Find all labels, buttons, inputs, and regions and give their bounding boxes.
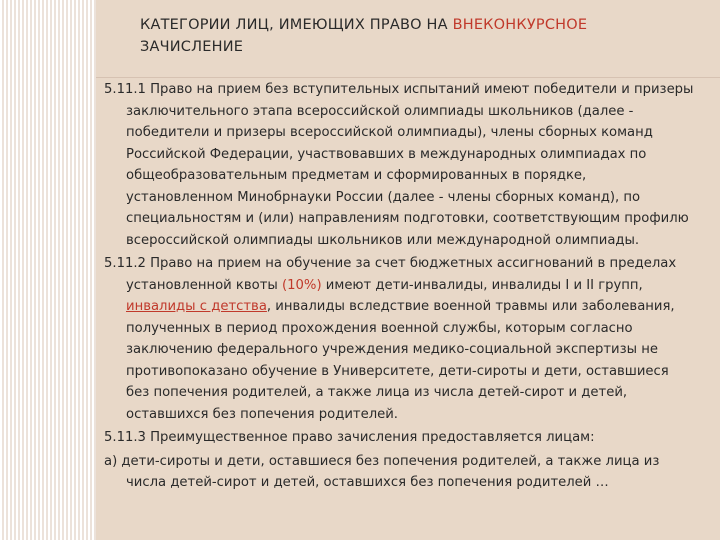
paragraph-text: , инвалиды вследствие военной травмы или заболевания, полученных в период прохождения военной службы, которым согласно заключению федерального учреждения медико-социальной экспертизы не противопоказано обучение в Университете, дети-сироты и дети, оставшиеся без попечения родителей, а также лица из числа детей-сирот и детей, оставшихся без попечения родителей. xyxy=(126,299,675,422)
paragraph-item-a xyxy=(104,451,696,494)
childhood-disabled-link[interactable]: инвалиды с детства xyxy=(126,299,267,314)
paragraph-number: 5.11.3 xyxy=(104,430,146,445)
paragraph-text: Преимущественное право зачисления предоставляется лицам: xyxy=(145,430,595,445)
paragraph-text: имеют дети-инвалиды, инвалиды I и II групп, xyxy=(321,277,643,293)
title-highlight: ВНЕКОНКУРСНОЕ xyxy=(452,17,588,33)
paragraph-5-11-3 xyxy=(104,427,696,449)
paragraph-text: Право на прием на обучение за счет бюджетных ассигнований в пределах установленной квоты xyxy=(126,256,677,293)
paragraph-5-11-1 xyxy=(104,79,696,251)
paragraph-number: 5.11.1 xyxy=(104,82,146,97)
quota-highlight: (10%) xyxy=(282,277,322,293)
slide-body xyxy=(104,79,696,496)
title-text: КАТЕГОРИИ ЛИЦ, ИМЕЮЩИХ ПРАВО НА xyxy=(140,17,453,33)
paragraph-text: Право на прием без вступительных испытаний имеют победители и призеры заключительного этапа всероссийской олимпиады школьников (далее - победители и призеры всероссийской олимпиады), члены сборных команд Российской Федерации, участвовавших в международных олимпиадах по общеобразовательным предметам и сформированных в порядке, установленном Минобрнауки России (далее - члены сборных команд), по специальностям и (или) направлениям подготовки, соответствующим профилю всероссийской олимпиады школьников или международной олимпиады. xyxy=(126,82,694,248)
paragraph-text: а) дети-сироты и дети, оставшиеся без попечения родителей, а также лица из числа детей-сирот и детей, оставшихся без попечения родителей … xyxy=(104,453,660,490)
paragraph-5-11-2 xyxy=(104,253,696,425)
slide-title xyxy=(140,14,700,58)
title-line2: ЗАЧИСЛЕНИЕ xyxy=(140,39,244,55)
title-divider xyxy=(96,77,720,78)
paragraph-number: 5.11.2 xyxy=(104,256,146,271)
decorative-stripes xyxy=(0,0,96,540)
